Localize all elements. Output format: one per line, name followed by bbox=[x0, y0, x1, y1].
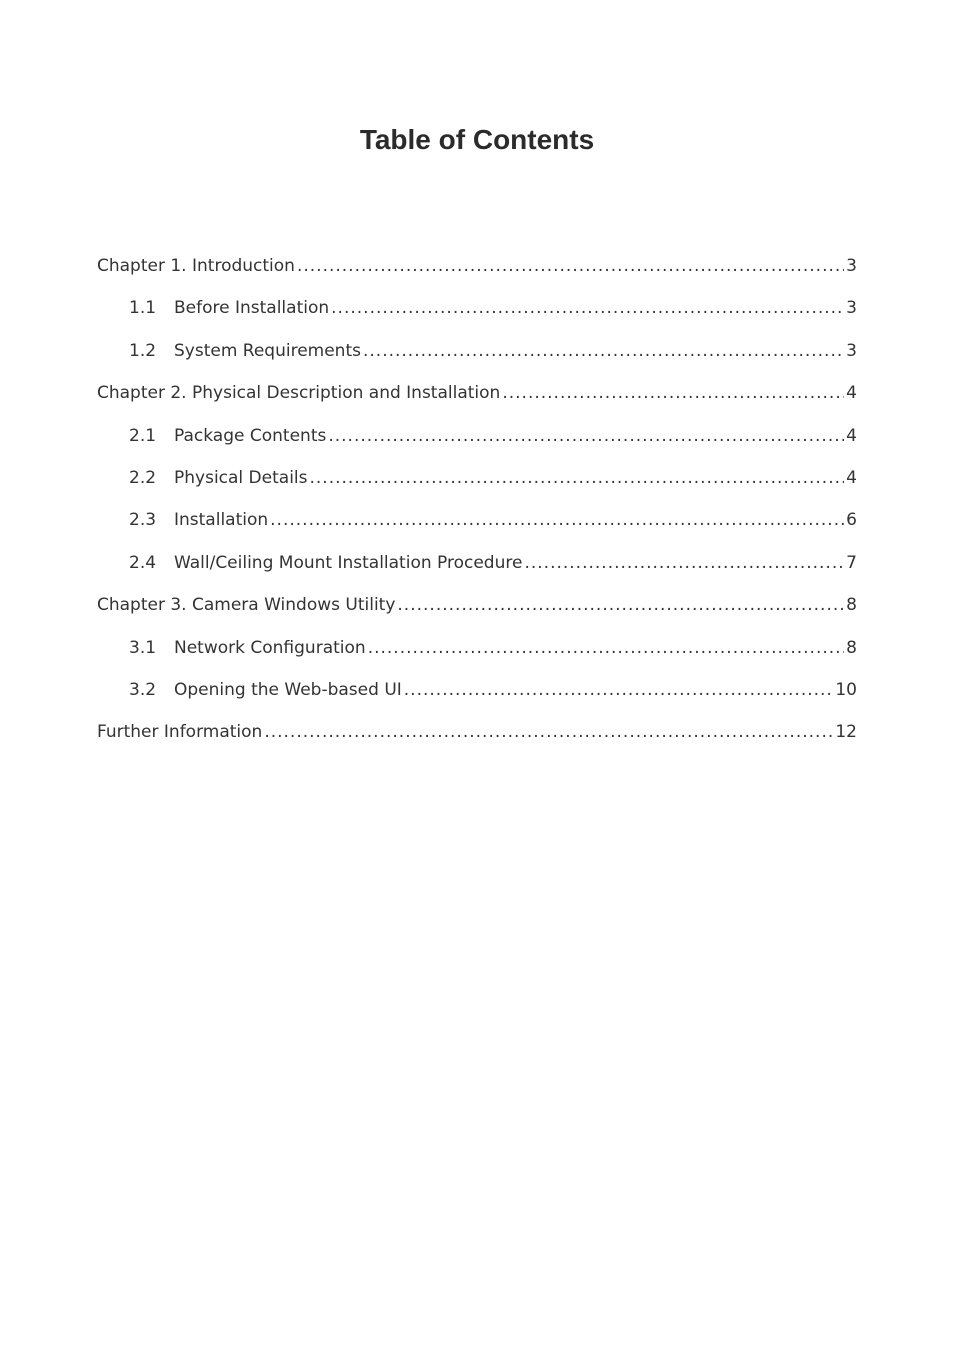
toc-page-number: 7 bbox=[846, 552, 857, 573]
toc-entry-text: Physical Details bbox=[174, 467, 308, 488]
toc-dot-leader bbox=[502, 377, 844, 410]
toc-entry[interactable] bbox=[97, 292, 857, 334]
toc-page-number: 6 bbox=[846, 510, 857, 531]
toc-entry[interactable] bbox=[97, 547, 857, 589]
toc-section-number: 2.3 bbox=[129, 510, 157, 531]
toc-dot-leader bbox=[331, 292, 844, 325]
toc-entry-text: Installation bbox=[174, 510, 269, 531]
toc-page-number: 8 bbox=[846, 595, 857, 616]
toc-section-number: 1.1 bbox=[129, 298, 157, 319]
toc-page-number: 4 bbox=[846, 383, 857, 404]
toc-page-number: 3 bbox=[846, 340, 857, 361]
toc-page-number: 3 bbox=[846, 256, 857, 276]
toc-dot-leader bbox=[363, 335, 844, 368]
toc-entry[interactable] bbox=[97, 632, 857, 674]
toc-dot-leader bbox=[270, 504, 844, 537]
toc-entry[interactable] bbox=[97, 462, 857, 504]
page-title: Table of Contents bbox=[359, 124, 595, 155]
toc-dot-leader bbox=[328, 420, 844, 453]
toc-dot-leader bbox=[310, 462, 845, 495]
toc-list bbox=[97, 250, 857, 759]
toc-entry[interactable] bbox=[97, 504, 857, 546]
toc-entry-text: Network Configuration bbox=[174, 637, 366, 658]
toc-entry[interactable] bbox=[97, 420, 857, 462]
toc-dot-leader bbox=[297, 250, 844, 283]
toc-entry[interactable] bbox=[97, 674, 857, 716]
toc-entry-text: Wall/Ceiling Mount Installation Procedure bbox=[174, 552, 523, 573]
toc-entry-text: Opening the Web-based UI bbox=[174, 679, 402, 700]
toc-section-number: 1.2 bbox=[129, 340, 157, 361]
toc-entry-text: Chapter 3. Camera Windows Utility bbox=[97, 595, 396, 616]
toc-page-number: 8 bbox=[846, 637, 857, 658]
toc-entry[interactable] bbox=[97, 589, 857, 631]
toc-dot-leader bbox=[404, 674, 834, 707]
toc-page-number: 12 bbox=[835, 722, 857, 743]
toc-dot-leader bbox=[264, 716, 833, 749]
toc-page-number: 4 bbox=[846, 425, 857, 446]
toc-page-number: 4 bbox=[846, 467, 857, 488]
toc-entry[interactable] bbox=[97, 377, 857, 419]
toc-entry-text: System Requirements bbox=[174, 340, 361, 361]
toc-entry-text: Package Contents bbox=[174, 425, 327, 446]
toc-entry-text: Chapter 2. Physical Description and Installation bbox=[97, 383, 501, 404]
toc-entry[interactable] bbox=[97, 335, 857, 377]
toc-entry-text: Before Installation bbox=[174, 298, 330, 319]
toc-section-number: 3.2 bbox=[129, 679, 157, 700]
toc-entry[interactable] bbox=[97, 716, 857, 758]
toc-section-number: 2.1 bbox=[129, 425, 157, 446]
toc-entry-text: Further Information bbox=[97, 722, 263, 743]
toc-dot-leader bbox=[397, 589, 844, 622]
toc-section-number: 3.1 bbox=[129, 637, 157, 658]
toc-entry[interactable] bbox=[97, 250, 857, 292]
toc-dot-leader bbox=[524, 547, 844, 580]
toc-section-number: 2.4 bbox=[129, 552, 157, 573]
toc-page-number: 10 bbox=[835, 679, 857, 700]
toc-dot-leader bbox=[368, 632, 844, 665]
toc-page-number: 3 bbox=[846, 298, 857, 319]
toc-section-number: 2.2 bbox=[129, 467, 157, 488]
toc-entry-text: Chapter 1. Introduction bbox=[97, 256, 295, 276]
